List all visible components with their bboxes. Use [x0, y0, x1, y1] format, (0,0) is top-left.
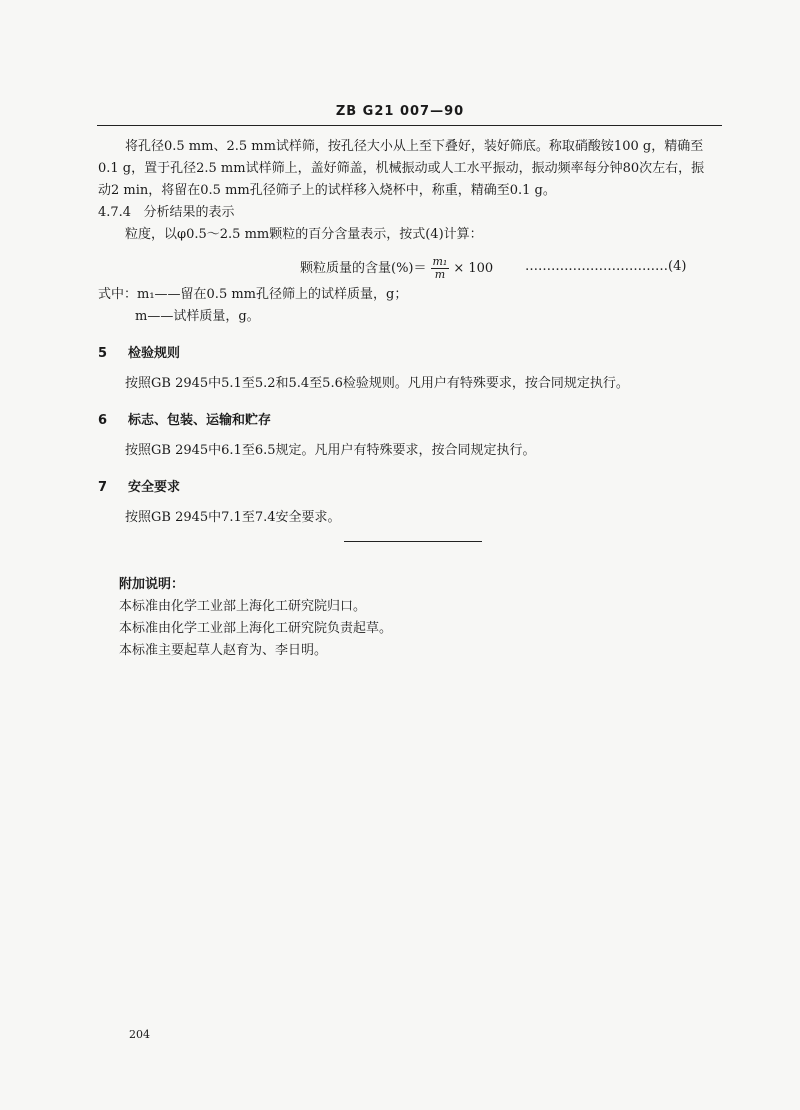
end-divider [344, 541, 482, 542]
header-rule [97, 125, 722, 126]
section-number: 7 [98, 480, 108, 495]
additional-notes-line: 本标准由化学工业部上海化工研究院归口。 [119, 599, 367, 614]
page-number: 204 [129, 1028, 150, 1041]
formula-numerator: m₁ [432, 255, 448, 268]
where-line1: 式中：m₁——留在0.5 mm孔径筛上的试样质量，g； [98, 287, 408, 302]
section-7 [98, 477, 722, 529]
additional-notes-title: 附加说明： [119, 577, 185, 592]
additional-notes [119, 574, 392, 662]
formula-fraction [431, 256, 450, 281]
document-body [98, 136, 722, 529]
clause-title: 分析结果的表示 [143, 205, 235, 220]
standard-code-header: ZB G21 007—90 [335, 104, 465, 119]
clause-number: 4.7.4 [98, 205, 132, 220]
section-6 [98, 410, 722, 462]
formula-lhs: 颗粒质量的含量(%)＝ [300, 261, 427, 276]
formula-expression [300, 256, 493, 281]
sieve-paragraph-line1: 将孔径0.5 mm、2.5 mm试样筛，按孔径大小从上至下叠好，装好筛底。称取硝酸铵100 g，精确至 [125, 139, 704, 154]
formula-denominator: m [434, 268, 446, 281]
formula-4 [98, 248, 722, 284]
section-text: 按照GB 2945中5.1至5.2和5.4至5.6检验规则。凡用户有特殊要求，按合同规定执行。 [125, 376, 629, 391]
section-number: 6 [98, 413, 108, 428]
additional-notes-line: 本标准由化学工业部上海化工研究院负责起草。 [119, 621, 393, 636]
section-5 [98, 343, 722, 395]
additional-notes-line: 本标准主要起草人赵育为、李日明。 [119, 643, 328, 658]
clause-4-7-4 [98, 202, 722, 224]
where-line2: m——试样质量，g。 [135, 309, 260, 324]
formula-number: ……………………………(4) [525, 259, 687, 274]
section-text: 按照GB 2945中6.1至6.5规定。凡用户有特殊要求，按合同规定执行。 [125, 443, 536, 458]
section-title: 检验规则 [128, 346, 181, 361]
sieve-paragraph-line2: 0.1 g，置于孔径2.5 mm试样筛上，盖好筛盖，机械振动或人工水平振动，振动频率每分钟80次左右，振 [98, 161, 705, 176]
granularity-paragraph: 粒度，以φ0.5～2.5 mm颗粒的百分含量表示，按式(4)计算： [125, 227, 483, 242]
section-title: 安全要求 [128, 480, 181, 495]
formula-rhs: × 100 [453, 261, 494, 276]
section-title: 标志、包装、运输和贮存 [128, 413, 272, 428]
section-text: 按照GB 2945中7.1至7.4安全要求。 [125, 510, 341, 525]
sieve-paragraph-line3: 动2 min，将留在0.5 mm孔径筛子上的试样移入烧杯中，称重，精确至0.1 g。 [98, 183, 556, 198]
section-number: 5 [98, 346, 108, 361]
